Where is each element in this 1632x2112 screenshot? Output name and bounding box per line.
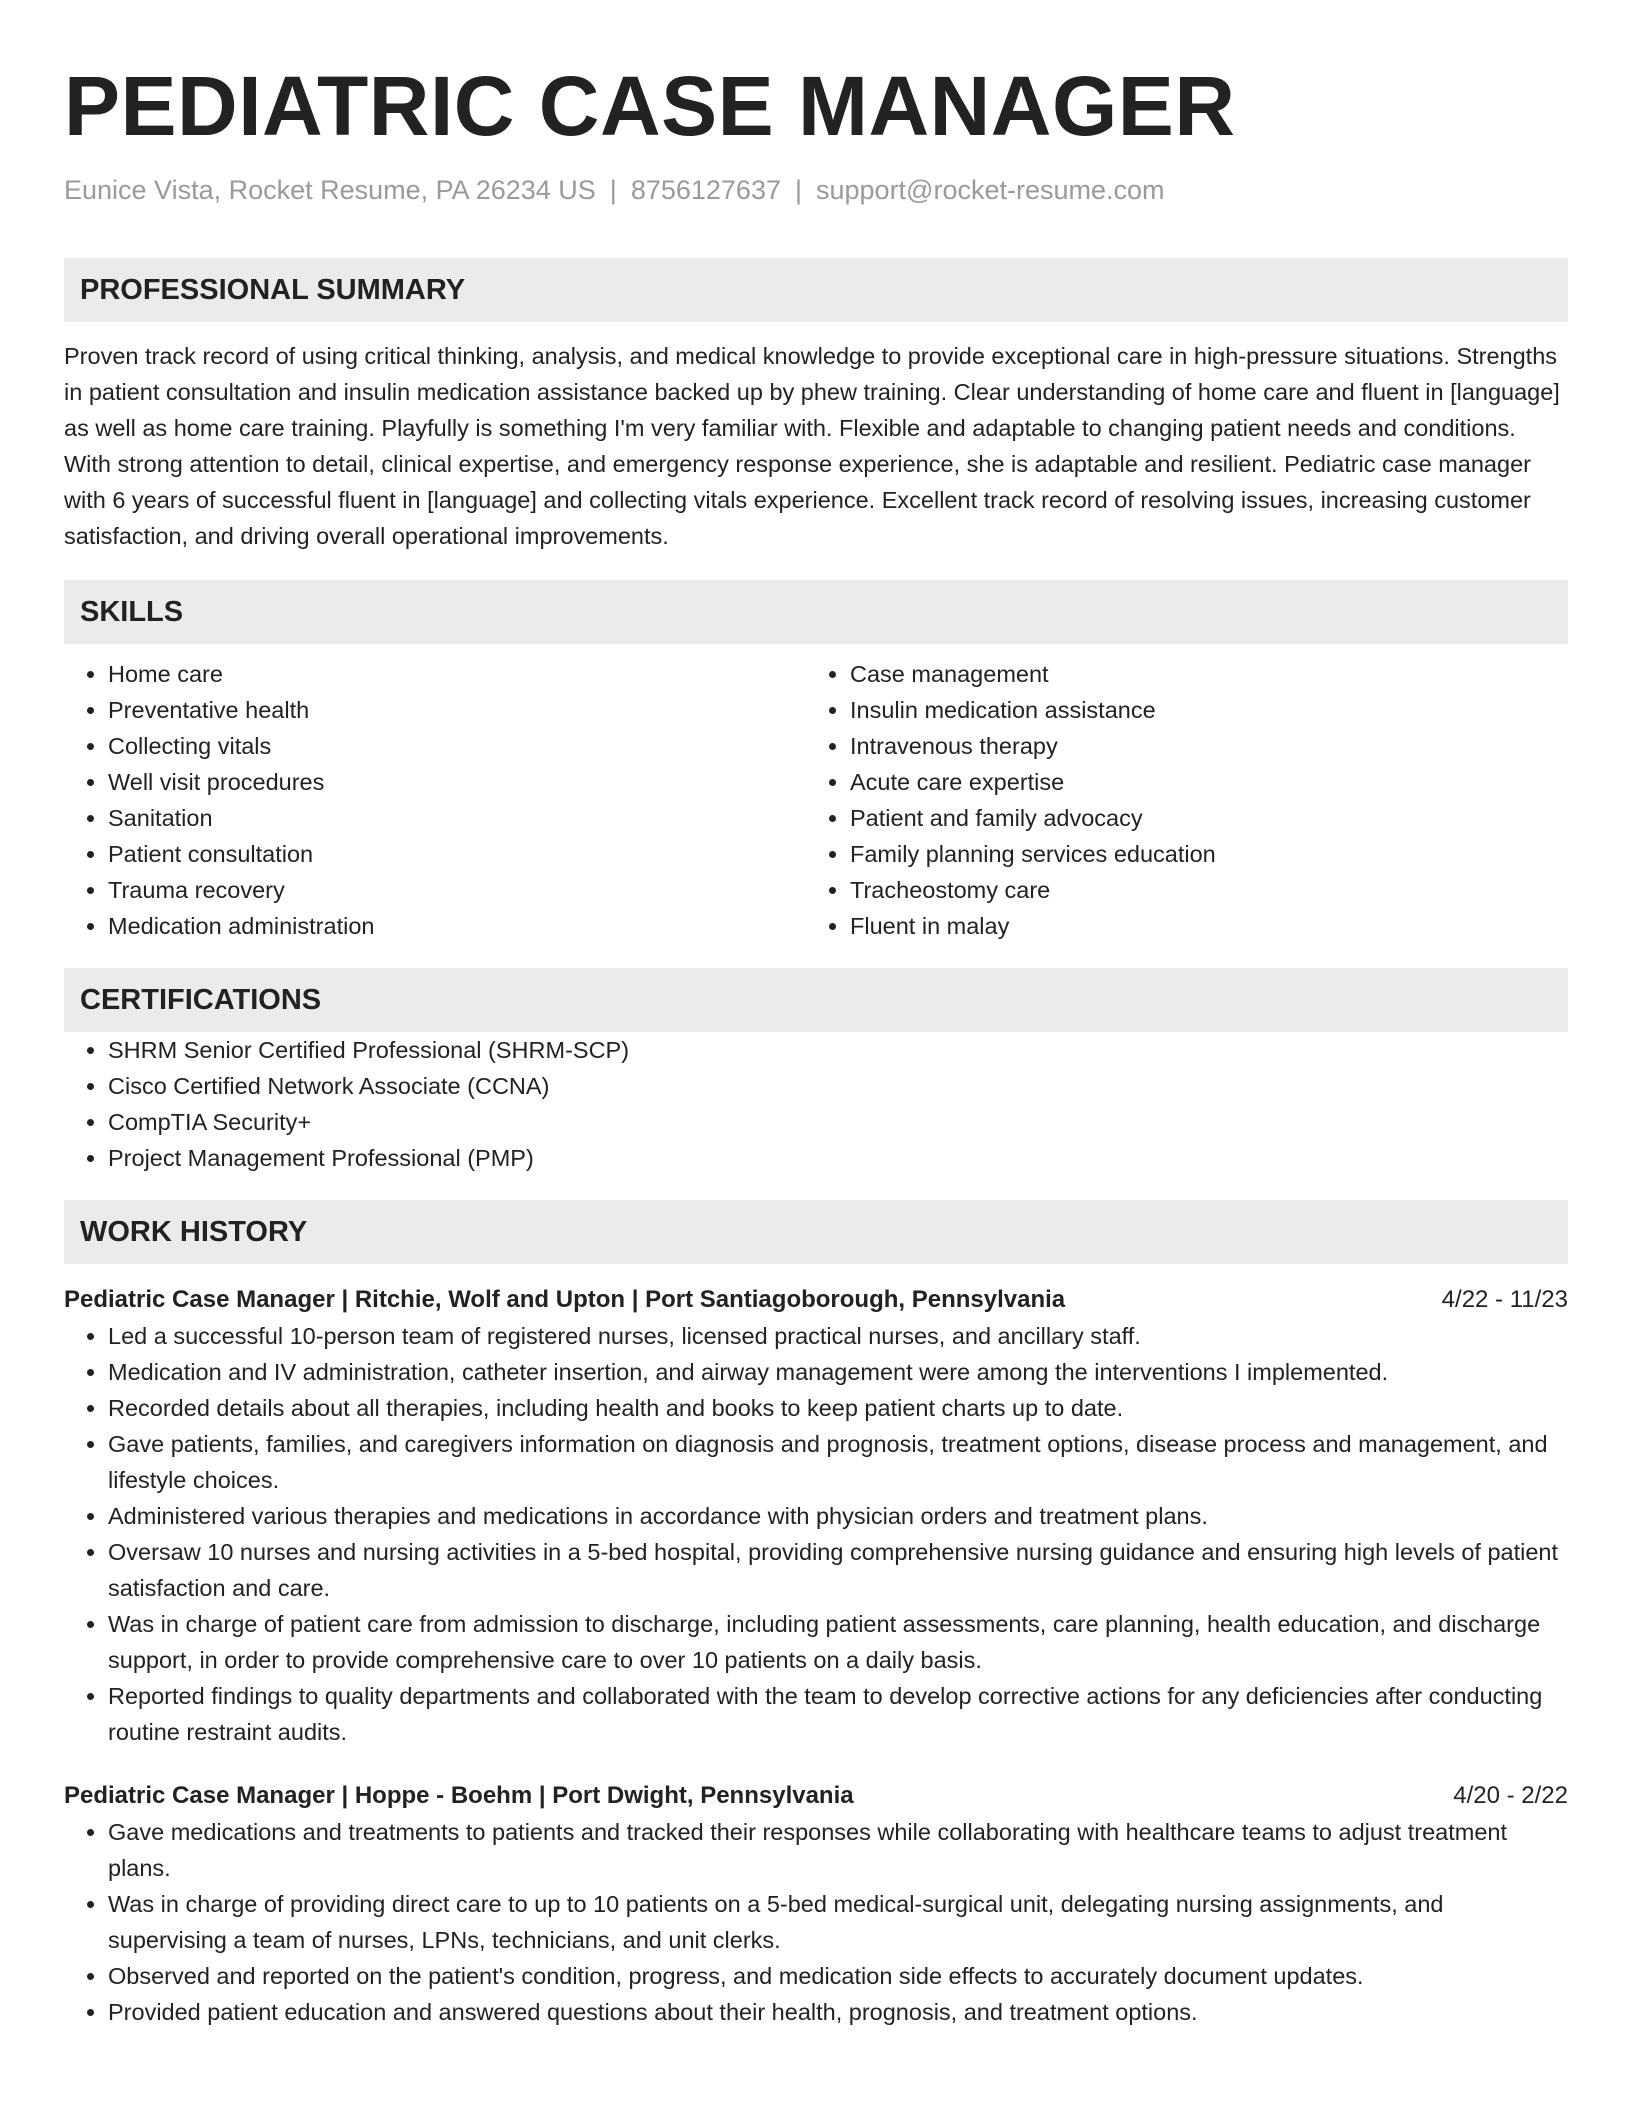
- skills-column-left: [64, 656, 806, 944]
- job-heading: Pediatric Case Manager | Ritchie, Wolf and Upton | Port Santiagoborough, Pennsylvania: [64, 1286, 1066, 1313]
- skills-column-right: [806, 656, 1548, 944]
- skill-item: • Family planning services education: [850, 836, 1548, 872]
- skills-grid: [64, 656, 1568, 944]
- job-heading: Pediatric Case Manager | Hoppe - Boehm | Port Dwight, Pennsylvania: [64, 1782, 854, 1809]
- skill-item: • Medication administration: [108, 908, 806, 944]
- job-bullet: • Medication and IV administration, catheter insertion, and airway management were among the interventions I implemented.: [108, 1354, 1568, 1390]
- work-history-section-header: WORK HISTORY: [64, 1200, 1568, 1264]
- certification-item: • Cisco Certified Network Associate (CCNA): [108, 1068, 1568, 1104]
- job-entry: [64, 1778, 1568, 2030]
- job-bullet: • Led a successful 10-person team of registered nurses, licensed practical nurses, and ancillary staff.: [108, 1318, 1568, 1354]
- contact-phone: 8756127637: [630, 175, 781, 205]
- job-bullet: • Provided patient education and answered questions about their health, prognosis, and treatment options.: [108, 1994, 1568, 2030]
- skill-item: • Trauma recovery: [108, 872, 806, 908]
- contact-line: [64, 172, 1568, 208]
- job-dates: 4/22 - 11/23: [1441, 1286, 1568, 1313]
- summary-section-header: PROFESSIONAL SUMMARY: [64, 258, 1568, 322]
- job-bullet: • Observed and reported on the patient's condition, progress, and medication side effects to accurately document updates.: [108, 1958, 1568, 1994]
- job-bullets: [64, 1318, 1568, 1750]
- skill-item: • Patient and family advocacy: [850, 800, 1548, 836]
- skill-item: • Acute care expertise: [850, 764, 1548, 800]
- summary-text: Proven track record of using critical thinking, analysis, and medical knowledge to provide exceptional care in high-pressure situations. Strengths in patient consultation and insulin medication assistance backed up by phew training. Clear understanding of home care and fluent in [language] as well as home care training. Playfully is something I'm very familiar with. Flexible and adaptable to changing patient needs and conditions. With strong attention to detail, clinical expertise, and emergency response experience, she is adaptable and resilient. Pediatric case manager with 6 years of successful fluent in [language] and collecting vitals experience. Excellent track record of resolving issues, increasing customer satisfaction, and driving overall operational improvements.: [64, 343, 1560, 549]
- certification-item: • CompTIA Security+: [108, 1104, 1568, 1140]
- skills-list-right: [806, 656, 1548, 944]
- contact-address: Eunice Vista, Rocket Resume, PA 26234 US: [64, 175, 596, 205]
- skill-item: • Home care: [108, 656, 806, 692]
- contact-email: support@rocket-resume.com: [816, 175, 1165, 205]
- job-bullet: • Gave medications and treatments to patients and tracked their responses while collaborating with healthcare teams to adjust treatment plans.: [108, 1814, 1568, 1886]
- job-entry: [64, 1282, 1568, 1750]
- skill-item: • Fluent in malay: [850, 908, 1548, 944]
- certification-item: • SHRM Senior Certified Professional (SHRM-SCP): [108, 1032, 1568, 1068]
- resume-title: PEDIATRIC CASE MANAGER: [64, 59, 1236, 153]
- skill-item: • Patient consultation: [108, 836, 806, 872]
- skill-item: • Collecting vitals: [108, 728, 806, 764]
- skills-list-left: [64, 656, 806, 944]
- skill-item: • Well visit procedures: [108, 764, 806, 800]
- job-bullets: [64, 1814, 1568, 2030]
- certification-item: • Project Management Professional (PMP): [108, 1140, 1568, 1176]
- skill-item: • Sanitation: [108, 800, 806, 836]
- job-bullet: • Recorded details about all therapies, including health and books to keep patient charts up to date.: [108, 1390, 1568, 1426]
- skill-item: • Preventative health: [108, 692, 806, 728]
- job-bullet: • Oversaw 10 nurses and nursing activities in a 5-bed hospital, providing comprehensive nursing guidance and ensuring high levels of patient satisfaction and care.: [108, 1534, 1568, 1606]
- certifications-list: [64, 1032, 1568, 1176]
- job-bullet: • Administered various therapies and medications in accordance with physician orders and treatment plans.: [108, 1498, 1568, 1534]
- skill-item: • Insulin medication assistance: [850, 692, 1548, 728]
- contact-separator: |: [609, 175, 617, 205]
- skill-item: • Tracheostomy care: [850, 872, 1548, 908]
- job-bullet: • Reported findings to quality departments and collaborated with the team to develop corrective actions for any deficiencies after conducting routine restraint audits.: [108, 1678, 1568, 1750]
- job-heading-row: [64, 1282, 1568, 1318]
- skill-item: • Case management: [850, 656, 1548, 692]
- job-dates: 4/20 - 2/22: [1453, 1782, 1568, 1809]
- job-heading-row: [64, 1778, 1568, 1814]
- job-bullet: • Gave patients, families, and caregivers information on diagnosis and prognosis, treatment options, disease process and management, and lifestyle choices.: [108, 1426, 1568, 1498]
- skill-item: • Intravenous therapy: [850, 728, 1548, 764]
- skills-section-header: SKILLS: [64, 580, 1568, 644]
- certifications-section-header: CERTIFICATIONS: [64, 968, 1568, 1032]
- job-bullet: • Was in charge of providing direct care to up to 10 patients on a 5-bed medical-surgical unit, delegating nursing assignments, and supervising a team of nurses, LPNs, technicians, and unit clerks.: [108, 1886, 1568, 1958]
- contact-separator: |: [794, 175, 802, 205]
- job-bullet: • Was in charge of patient care from admission to discharge, including patient assessments, care planning, health education, and discharge support, in order to provide comprehensive care to over 10 patients on a daily basis.: [108, 1606, 1568, 1678]
